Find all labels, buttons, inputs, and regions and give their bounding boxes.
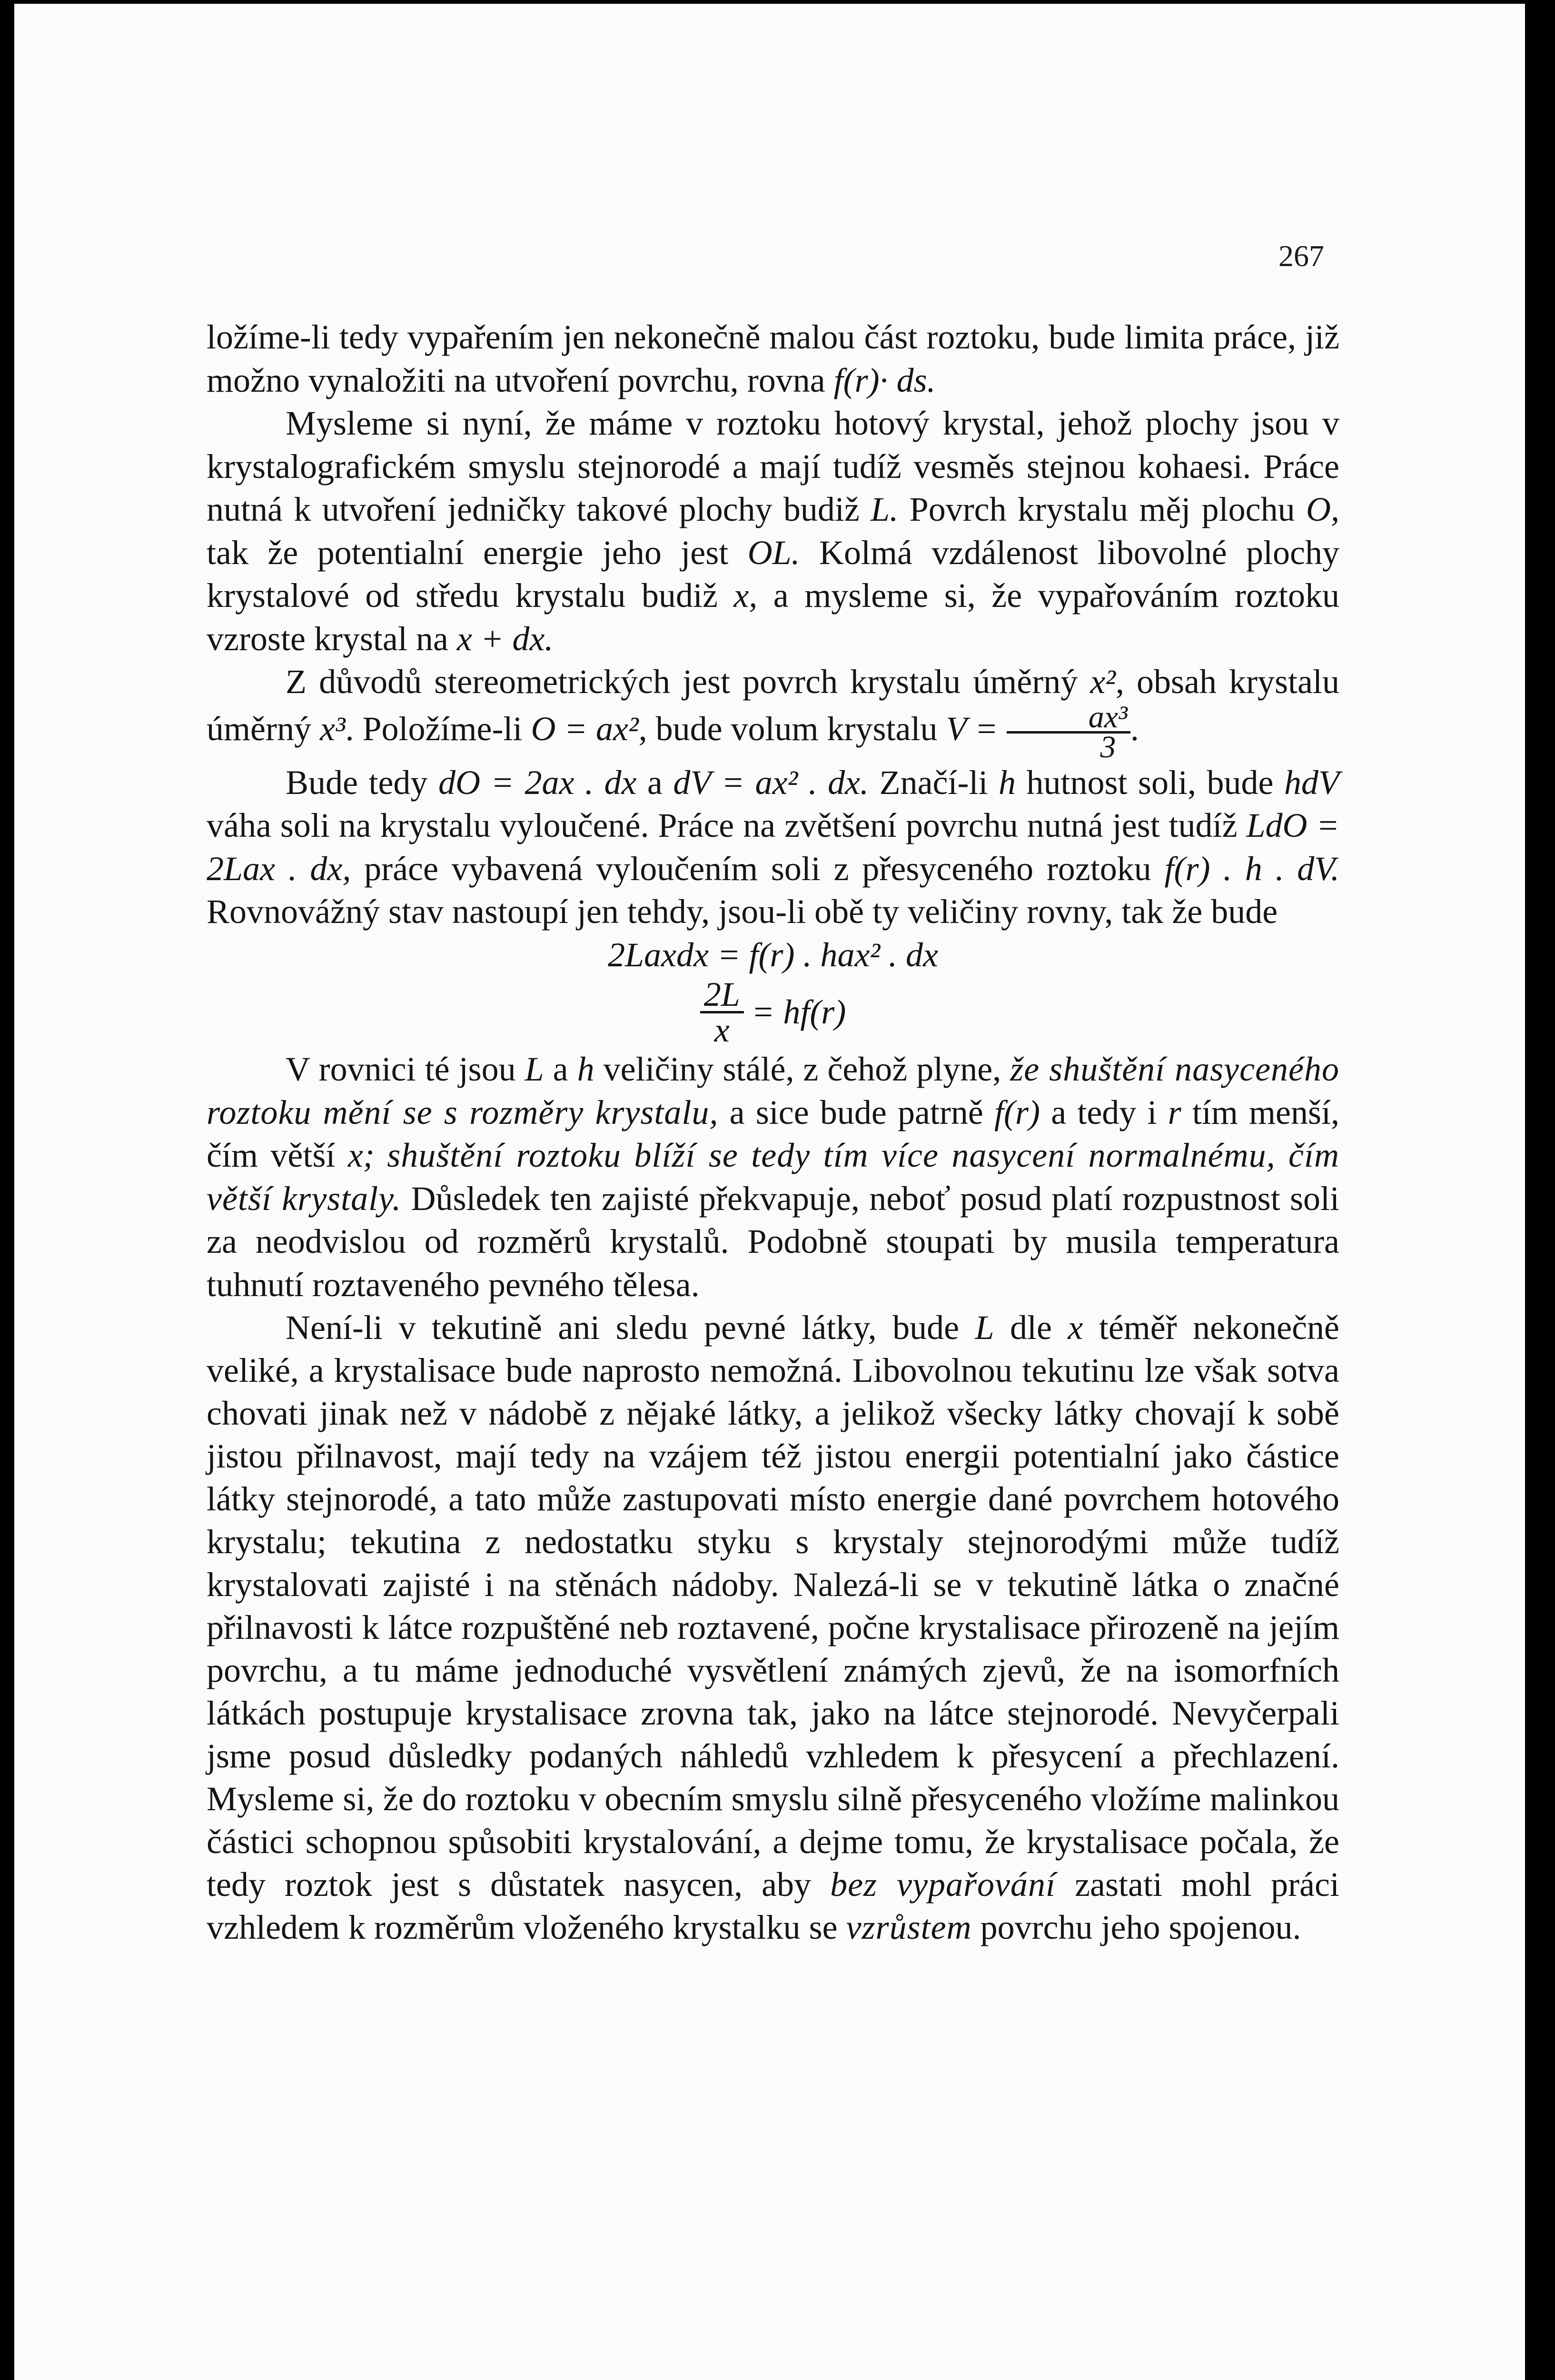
math-run: x, bbox=[733, 576, 758, 615]
paragraph-4 bbox=[207, 761, 1339, 933]
text-run: práce vybavená vyloučením soli z přesyceného roztoku bbox=[351, 849, 1165, 888]
text-run bbox=[375, 1136, 387, 1174]
math-run: L bbox=[975, 1309, 994, 1347]
math-run: x + dx. bbox=[456, 619, 554, 658]
text-run: tak že potentialní energie jeho jest bbox=[207, 533, 748, 572]
paragraph-1 bbox=[207, 316, 1339, 402]
fraction-numerator: ax³ bbox=[1007, 704, 1130, 734]
math-run: x² bbox=[1090, 663, 1116, 701]
text-run: Mysleme si nyní, že máme v roztoku hotový krystal, jehož plochy jsou v krystalografickém smyslu stejnorodé a mají tudíž vesměs stejnou kohaesi. Práce nutná k utvoření jedničky takové plochy budiž bbox=[207, 404, 1339, 528]
text-run: tím menší, čím větší bbox=[207, 1093, 1340, 1174]
math-run: OL. bbox=[747, 533, 800, 572]
text-run: hutnost soli, bude bbox=[1016, 763, 1284, 802]
text-run: Z důvodů stereometrických jest povrch krystalu úměrný bbox=[286, 663, 1090, 701]
paragraph-6 bbox=[207, 1306, 1339, 1949]
math-run: x; bbox=[347, 1136, 375, 1174]
math-run: f(r) . h . dV. bbox=[1164, 849, 1339, 888]
emphasis-run: že shuštění nasyceného roztoku mění se s rozměry krystalu, bbox=[207, 1050, 1340, 1131]
page-number: 267 bbox=[1278, 239, 1324, 273]
equation-2-fraction bbox=[700, 975, 744, 1049]
text-run: Není-li v tekutině ani sledu pevné látky, bude bbox=[286, 1309, 975, 1347]
math-run: L bbox=[525, 1050, 544, 1088]
text-run: téměř nekonečně veliké, a krystalisace bude naprosto nemožná. Libovolnou tekutinu lze však sotva chovati jinak než v nádobě z nějaké látky, a jelikož všecky látky chovají k sobě jistou přilnavost, mají tedy na vzájem též jistou energii potentialní jako částice látky stejnorodé, a tato může zastupovati místo energie dané povrchem hotového krystalu; tekutina z nedostatku styku s krystaly stejnorodými může tudíž krystalovati zajisté i na stěnách nádoby. Nalezá-li se v tekutině látka o značné přilnavosti k látce rozpuštěné neb roztavené, počne krystalisace přirozeně na jejím povrchu, a tu máme jednoduché vysvětlení známých zjevů, že na isomorfních látkách postupuje krystalisace zrovna tak, jako na látce stejnorodé. Nevyčerpali jsme posud důsledky podaných náhledů vzhledem k přesycení a přechlazení. Mysleme si, že do roztoku v obecním smyslu silně přesyceného vložíme malinkou částici schopnou spůsobiti krystalování, a dejme tomu, že krystalisace počala, že tedy roztok jest s důstatek nasycen, aby bbox=[207, 1309, 1340, 1904]
paragraph-3 bbox=[207, 660, 1340, 764]
book-page bbox=[14, 4, 1534, 2380]
text-run: zastati mohl práci vzhledem k rozměrům vloženého krystalku se bbox=[207, 1865, 1340, 1946]
paragraph-5 bbox=[207, 1048, 1339, 1306]
emphasis-run: shuštění roztoku blíží se tedy tím více nasycení normalnému, čím větší krystaly. bbox=[207, 1136, 1340, 1218]
text-run: a mysleme si, že vypařováním roztoku vzroste krystal na bbox=[207, 576, 1339, 658]
math-run: dO = 2ax . dx bbox=[438, 763, 637, 802]
math-run: h bbox=[577, 1050, 594, 1088]
math-run: x bbox=[1068, 1309, 1083, 1347]
text-run: povrchu jeho spojenou. bbox=[971, 1908, 1301, 1946]
math-run: L. bbox=[871, 490, 899, 528]
emphasis-run: vzrůstem bbox=[846, 1908, 972, 1946]
math-run: dV = ax² . dx. bbox=[673, 763, 869, 802]
text-run: a sice bude patrně bbox=[718, 1093, 995, 1131]
fraction-denominator: x bbox=[714, 1011, 730, 1049]
text-run: a bbox=[544, 1050, 577, 1088]
volume-fraction bbox=[1007, 699, 1130, 764]
text-run: , bude volum krystalu bbox=[638, 709, 946, 748]
paragraph-2 bbox=[207, 402, 1339, 660]
math-run: O, bbox=[1306, 490, 1339, 528]
para1-math: f(r)· ds. bbox=[833, 361, 936, 399]
text-run: dle bbox=[994, 1309, 1068, 1347]
equation-1: 2Laxdx = f(r) . hax² . dx bbox=[607, 935, 939, 974]
scan-edge-right bbox=[1525, 4, 1534, 2380]
math-run: V = bbox=[946, 709, 998, 748]
equation-2 bbox=[207, 976, 1339, 1048]
para1-text: ložíme-li tedy vypařením jen nekonečně malou část roztoku, bude limita práce, již možno vynaložiti na utvoření povrchu, rovna bbox=[207, 318, 1339, 399]
math-run: x³ bbox=[319, 709, 346, 748]
text-run: Značí-li bbox=[869, 763, 999, 802]
text-run: Důsledek ten zajisté překvapuje, neboť posud platí rozpustnost soli za neodvislou od rozměrů krystalů. Podobně stoupati by musila temperatura tuhnutí roztaveného pevného tělesa. bbox=[207, 1179, 1339, 1304]
equation-2-rhs: = hf(r) bbox=[751, 992, 846, 1031]
math-run: r bbox=[1168, 1093, 1181, 1131]
math-run: LdO = 2Lax . dx, bbox=[207, 806, 1340, 888]
text-run: veličiny stálé, z čehož plyne, bbox=[594, 1050, 1010, 1088]
emphasis-run: bez vypařování bbox=[830, 1865, 1056, 1904]
text-run: Bude tedy bbox=[286, 763, 438, 802]
text-run: . Položíme-li bbox=[345, 709, 531, 748]
text-run: a bbox=[636, 763, 674, 802]
math-run: f(r) bbox=[994, 1093, 1040, 1131]
text-run: Rovnovážný stav nastoupí jen tehdy, jsou-li obě ty veličiny rovny, tak že bude bbox=[207, 892, 1278, 931]
math-run: O = ax² bbox=[531, 709, 639, 748]
text-run: . bbox=[1130, 709, 1139, 748]
text-run: Povrch krystalu měj plochu bbox=[898, 490, 1306, 528]
fraction-denominator: 3 bbox=[1100, 729, 1116, 764]
body-text bbox=[207, 316, 1339, 1949]
text-run: váha soli na krystalu vyloučené. Práce na zvětšení povrchu nutná jest tudíž bbox=[207, 806, 1247, 844]
text-run: Kolmá vzdálenost libovolné plochy krystalové od středu krystalu budiž bbox=[207, 533, 1339, 615]
math-run: hdV bbox=[1284, 763, 1339, 802]
text-run: a tedy i bbox=[1040, 1093, 1168, 1131]
text-run: , obsah krystalu úměrný bbox=[207, 663, 1340, 748]
fraction-numerator: 2L bbox=[700, 978, 744, 1013]
math-run: h bbox=[999, 763, 1016, 802]
text-run: V rovnici té jsou bbox=[286, 1050, 525, 1088]
